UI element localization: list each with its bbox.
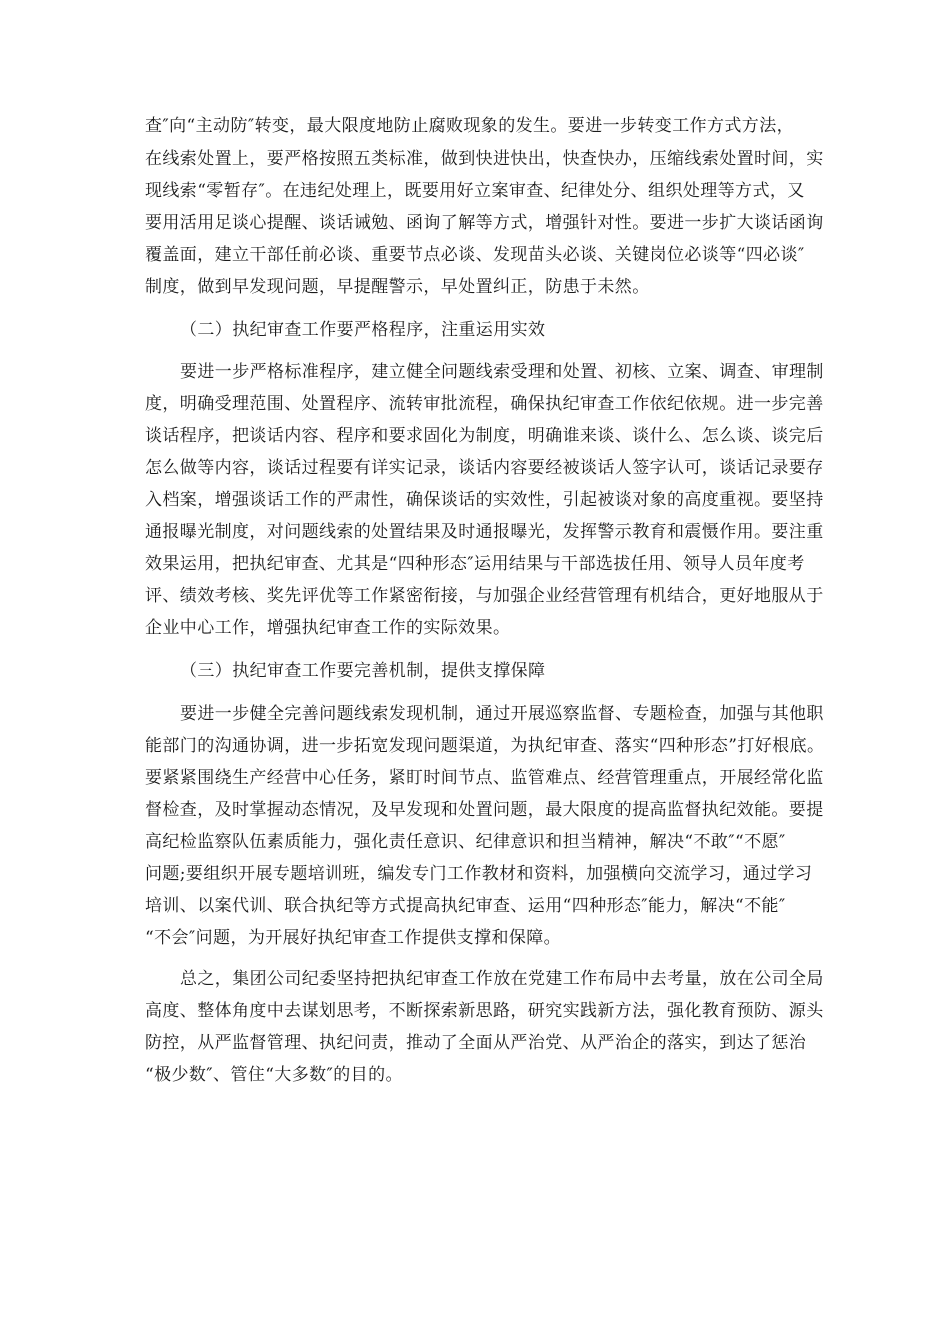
- text-line: 通报曝光制度，对问题线索的处置结果及时通报曝光，发挥警示教育和震慑作用。要注重: [145, 522, 824, 542]
- text-line: 查″向“主动防″转变，最大限度地防止腐败现象的发生。要进一步转变工作方式方法，: [145, 116, 794, 136]
- text-line: 防控，从严监督管理、执纪问责，推动了全面从严治党、从严治企的落实，到达了惩治: [145, 1033, 807, 1053]
- text-line: 总之，集团公司纪委坚持把执纪审查工作放在党建工作布局中去考量，放在公司全局: [180, 969, 824, 989]
- text-line: 能部门的沟通协调，进一步拓宽发现问题渠道，为执纪审查、落实“四种形态”打好根底。: [145, 736, 825, 756]
- text-line: 要进一步健全完善问题线索发现机制，通过开展巡察监督、专题检查，加强与其他职: [180, 704, 824, 724]
- text-line: 现线索“零暂存″。在违纪处理上，既要用好立案审查、纪律处分、组织处理等方式，又: [145, 181, 805, 201]
- section-heading-3: （三）执纪审查工作要完善机制，提供支撑保障: [180, 661, 546, 681]
- text-line: 覆盖面，建立干部任前必谈、重要节点必谈、发现苗头必谈、关键岗位必谈等“四必谈″: [145, 245, 805, 265]
- text-line: 要用活用足谈心提醒、谈话诫勉、函询了解等方式，增强针对性。要进一步扩大谈话函询: [145, 213, 824, 233]
- text-line: 谈话程序，把谈话内容、程序和要求固化为制度，明确谁来谈、谈什么、怎么谈、谈完后: [145, 426, 824, 446]
- text-line: 培训、以案代训、联合执纪等方式提高执纪审查、运用“四种形态″能力，解决“不能″: [145, 896, 786, 916]
- text-line: “极少数″、管住“大多数″的目的。: [145, 1065, 403, 1085]
- text-line: “不会″问题，为开展好执纪审查工作提供支撑和保障。: [145, 928, 562, 948]
- text-line: 入档案，增强谈话工作的严肃性，确保谈话的实效性，引起被谈对象的高度重视。要坚持: [145, 490, 824, 510]
- text-line: 评、绩效考核、奖先评优等工作紧密衔接，与加强企业经营管理有机结合，更好地服从于: [145, 586, 824, 606]
- text-line: 高纪检监察队伍素质能力，强化责任意识、纪律意识和担当精神，解决“不敢″“不愿″: [145, 832, 786, 852]
- section-heading-2: （二）执纪审查工作要严格程序，注重运用实效: [180, 320, 546, 340]
- text-line: 要进一步严格标准程序，建立健全问题线索受理和处置、初核、立案、调查、审理制: [180, 362, 824, 382]
- text-line: 企业中心工作，增强执纪审查工作的实际效果。: [145, 618, 511, 638]
- text-line: 要紧紧围绕生产经营中心任务，紧盯时间节点、监管难点、经营管理重点，开展经常化监: [145, 768, 824, 788]
- text-line: 怎么做等内容，谈话过程要有详实记录，谈话内容要经被谈话人签字认可，谈话记录要存: [145, 458, 824, 478]
- text-line: 高度、整体角度中去谋划思考，不断探索新思路，研究实践新方法，强化教育预防、源头: [145, 1001, 824, 1021]
- text-line: 制度，做到早发现问题，早提醒警示，早处置纠正，防患于未然。: [145, 277, 650, 297]
- text-line: 在线索处置上，要严格按照五类标准，做到快进快出，快查快办，压缩线索处置时间，实: [145, 149, 824, 169]
- text-line: 度，明确受理范围、处置程序、流转审批流程，确保执纪审查工作依纪依规。进一步完善: [145, 394, 824, 414]
- text-line: 效果运用，把执纪审查、尤其是“四种形态″运用结果与干部选拔任用、领导人员年度考: [145, 554, 805, 574]
- text-line: 督检查，及时掌握动态情况，及早发现和处置问题，最大限度的提高监督执纪效能。要提: [145, 800, 824, 820]
- text-line: 问题;要组织开展专题培训班，编发专门工作教材和资料，加强横向交流学习，通过学习: [145, 864, 813, 884]
